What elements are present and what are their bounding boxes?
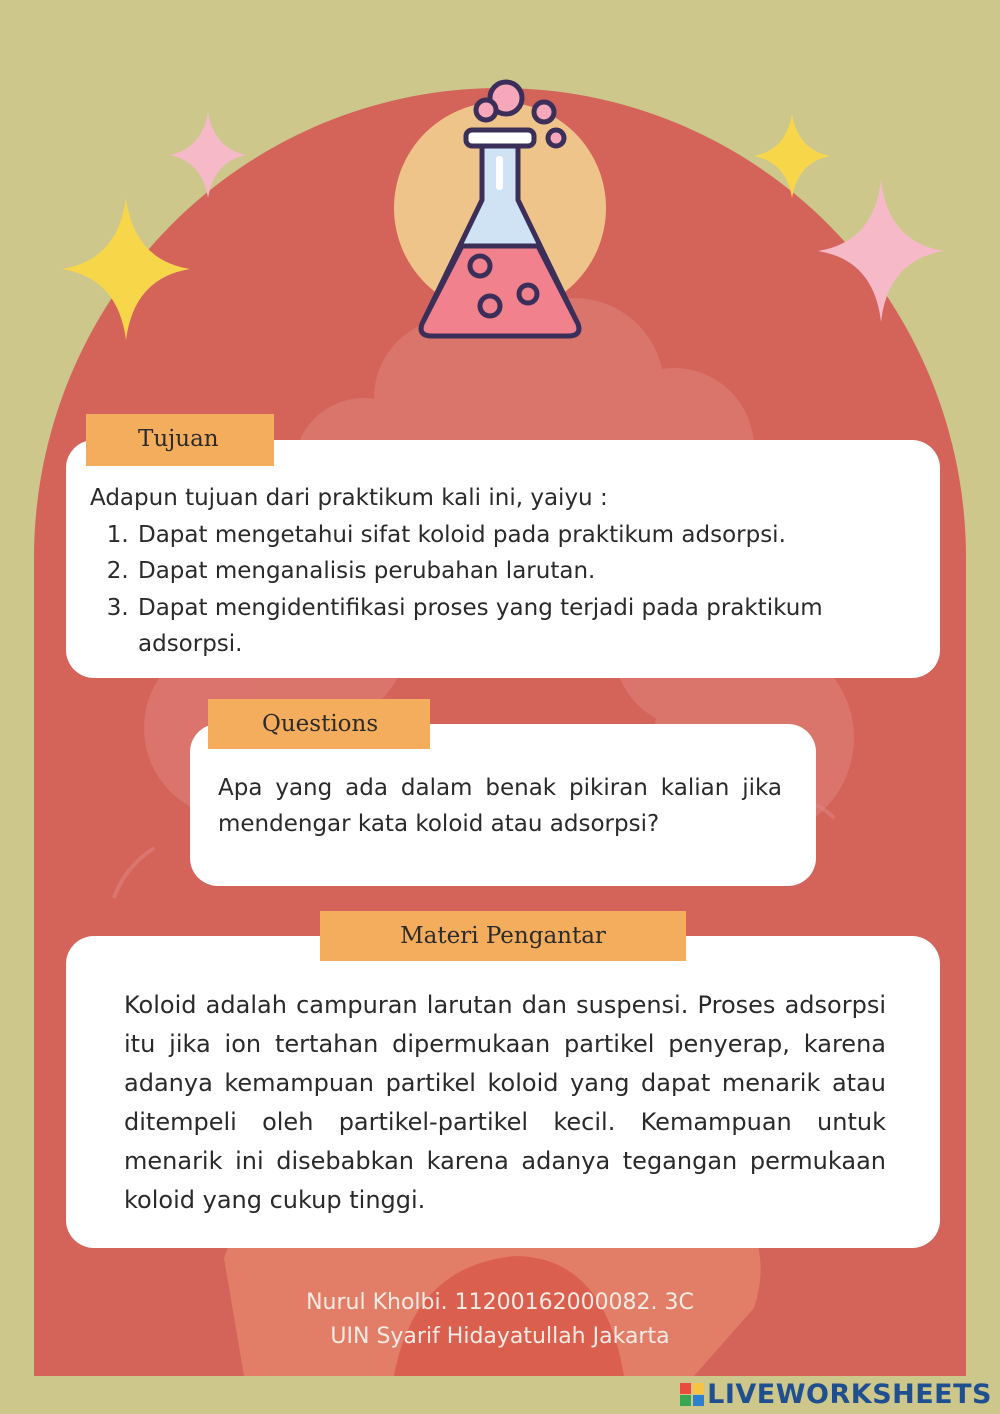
tujuan-intro: Adapun tujuan dari praktikum kali ini, yaiyu :	[90, 485, 608, 511]
materi-tag: Materi Pengantar	[320, 911, 686, 961]
materi-text: Koloid adalah campuran larutan dan suspensi. Proses adsorpsi itu jika ion tertahan dipermukaan partikel penyerap, karena adanya kemampuan partikel koloid yang dapat menarik atau ditempeli oleh partikel-partikel kecil. Kemampuan untuk menarik ini disebabkan karena adanya tegangan permukaan koloid yang cukup tinggi.	[124, 991, 886, 1214]
pink-sparkle-large-icon	[818, 180, 944, 322]
questions-text: Apa yang ada dalam benak pikiran kalian jika mendengar kata koloid atau adsorpsi?	[218, 775, 782, 837]
tujuan-list-item: 2. Dapat menganalisis perubahan larutan.	[136, 553, 910, 590]
institution-line: UIN Syarif Hidayatullah Jakarta	[330, 1324, 670, 1349]
flask-icon	[410, 70, 590, 350]
pink-sparkle-small-icon	[170, 112, 246, 198]
author-line: Nurul Kholbi. 11200162000082. 3C	[306, 1290, 694, 1315]
yellow-sparkle-large-icon	[62, 198, 190, 340]
tujuan-list	[90, 517, 910, 663]
materi-card	[66, 936, 940, 1248]
tujuan-list-item: 1. Dapat mengetahui sifat koloid pada praktikum adsorpsi.	[136, 517, 910, 554]
brand-text: LIVEWORKSHEETS	[707, 1379, 992, 1410]
questions-tag: Questions	[208, 699, 430, 749]
tujuan-list-item: 3. Dapat mengidentifikasi proses yang terjadi pada praktikum adsorpsi.	[136, 590, 910, 663]
liveworksheets-brand[interactable]	[680, 1379, 992, 1410]
liveworksheets-logo-icon	[680, 1383, 704, 1407]
tujuan-card	[66, 440, 940, 678]
tujuan-tag: Tujuan	[86, 414, 274, 466]
